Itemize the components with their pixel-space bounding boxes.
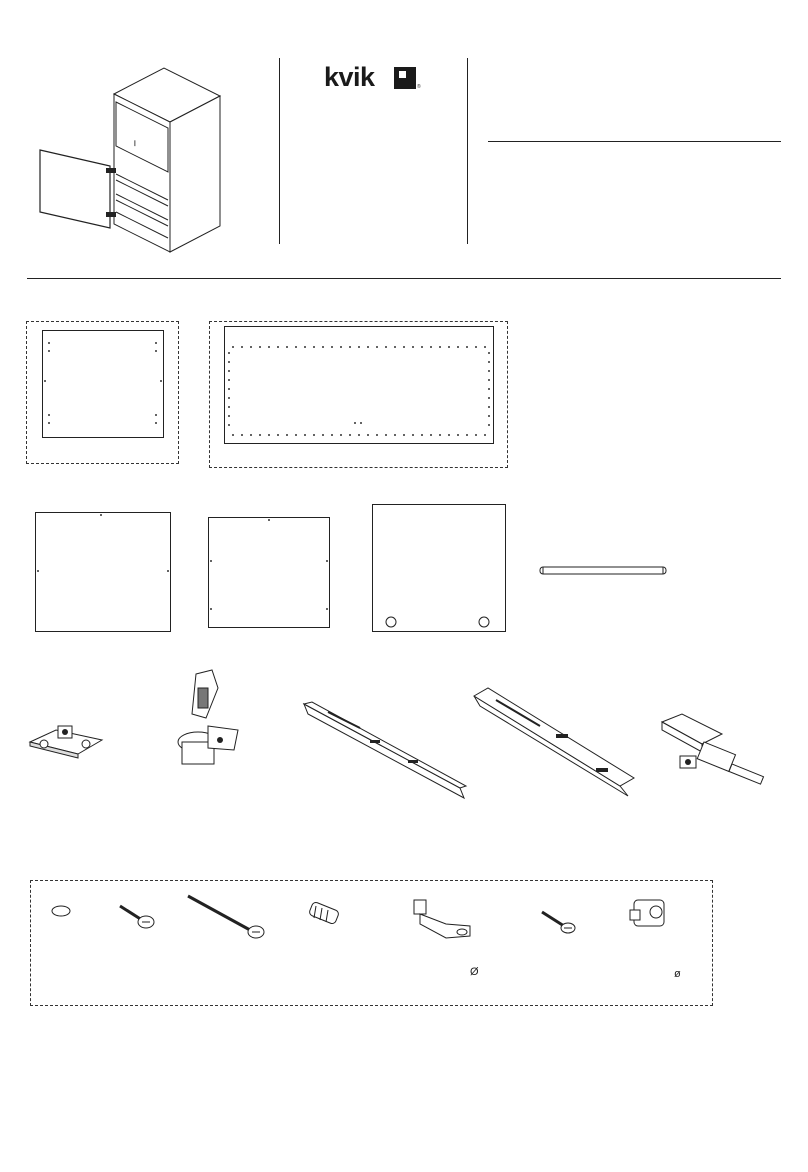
hole-dot: [340, 434, 342, 436]
hole-dot: [241, 346, 243, 348]
hole-dot: [403, 346, 405, 348]
drawer-bottom-panel: [208, 517, 330, 628]
hole-dot: [228, 361, 230, 363]
hole-dot: [241, 434, 243, 436]
hole-dot: [331, 434, 333, 436]
hole-dot: [44, 380, 46, 382]
hole-dot: [322, 346, 324, 348]
hole-dot: [488, 370, 490, 372]
hole-dot: [376, 346, 378, 348]
hole-dot: [367, 346, 369, 348]
hole-dot: [277, 434, 279, 436]
hole-dot: [313, 346, 315, 348]
hole-dot: [385, 346, 387, 348]
hole-dot: [439, 346, 441, 348]
hole-dot: [210, 608, 212, 610]
mounting-plate-icon: [26, 716, 106, 764]
svg-text:ꟾ: ꟾ: [134, 142, 136, 148]
hole-dot: [48, 422, 50, 424]
hole-dot: [268, 346, 270, 348]
hole-dot: [228, 379, 230, 381]
header-divider-left: [279, 58, 280, 244]
hole-dot: [259, 346, 261, 348]
top-panel: [224, 326, 494, 444]
hole-dot: [439, 434, 441, 436]
brand-logo-mark: [394, 67, 416, 89]
diameter-label-2: ø: [674, 968, 681, 980]
hole-dot: [295, 434, 297, 436]
hole-dot: [228, 352, 230, 354]
hole-dot: [228, 370, 230, 372]
hole-dot: [322, 434, 324, 436]
hole-dot: [466, 346, 468, 348]
hole-dot: [331, 346, 333, 348]
hole-dot: [228, 406, 230, 408]
hole-dot: [430, 434, 432, 436]
hole-dot: [430, 346, 432, 348]
hole-dot: [421, 346, 423, 348]
hole-dot: [210, 560, 212, 562]
hole-dot: [358, 434, 360, 436]
hole-dot: [232, 434, 234, 436]
hole-dot: [385, 434, 387, 436]
hole-dot: [488, 388, 490, 390]
washer-icon: [50, 904, 72, 918]
hole-dot: [488, 361, 490, 363]
hole-dot: [421, 434, 423, 436]
hole-dot: [304, 346, 306, 348]
header-divider-right: [467, 58, 468, 244]
hole-dot: [48, 414, 50, 416]
hole-dot: [250, 434, 252, 436]
hole-dot: [367, 434, 369, 436]
hole-dot: [488, 415, 490, 417]
hole-dot: [48, 350, 50, 352]
hole-dot: [155, 350, 157, 352]
hinge-icon: [168, 668, 244, 772]
hole-dot: [259, 434, 261, 436]
section-divider: [27, 278, 781, 279]
hole-dot: [228, 424, 230, 426]
hole-dot: [155, 342, 157, 344]
hole-dot: [394, 346, 396, 348]
hole-dot: [394, 434, 396, 436]
fittings-bag: [30, 880, 713, 1006]
drawer-front-cutouts: [372, 612, 504, 632]
hole-dot: [48, 342, 50, 344]
cabinet-drawing-icon: [36, 62, 226, 262]
hole-dot: [295, 346, 297, 348]
registered-mark: ®: [417, 84, 421, 90]
hole-dot: [488, 352, 490, 354]
hole-dot: [326, 560, 328, 562]
hole-dot: [313, 434, 315, 436]
hole-dot: [475, 434, 477, 436]
dowel-icon: [306, 900, 342, 926]
hole-dot: [155, 422, 157, 424]
hole-dot: [155, 414, 157, 416]
hole-dot: [268, 519, 270, 521]
hole-dot: [412, 346, 414, 348]
soft-close-damper-icon: [658, 712, 770, 794]
hole-dot: [250, 346, 252, 348]
hole-dot: [349, 346, 351, 348]
hole-dot: [286, 346, 288, 348]
hole-dot: [228, 415, 230, 417]
hole-dot: [488, 424, 490, 426]
drawer-runner-left-icon: [300, 698, 470, 804]
hole-dot: [228, 388, 230, 390]
hole-dot: [484, 434, 486, 436]
hole-dot: [304, 434, 306, 436]
long-screw-icon: [184, 892, 268, 942]
hole-dot: [448, 434, 450, 436]
hole-dot: [484, 346, 486, 348]
hole-dot: [228, 397, 230, 399]
hole-dot: [358, 346, 360, 348]
hole-dot: [326, 608, 328, 610]
hole-dot: [457, 346, 459, 348]
hole-dot: [100, 514, 102, 516]
small-screw-icon: [538, 908, 578, 938]
brand-logo-text: kvik: [324, 62, 375, 92]
title-rule: [488, 141, 781, 142]
hole-dot: [277, 346, 279, 348]
hole-dot: [232, 346, 234, 348]
hole-dot: [360, 422, 362, 424]
drawer-runner-right-icon: [470, 672, 640, 802]
hole-dot: [268, 434, 270, 436]
cam-fitting-icon: [626, 896, 674, 934]
hole-dot: [403, 434, 405, 436]
hole-dot: [354, 422, 356, 424]
hole-dot: [412, 434, 414, 436]
hole-dot: [448, 346, 450, 348]
hole-dot: [475, 346, 477, 348]
hole-dot: [466, 434, 468, 436]
hole-dot: [457, 434, 459, 436]
hole-dot: [167, 570, 169, 572]
hole-dot: [488, 379, 490, 381]
rail-bar-icon: [539, 566, 667, 576]
hole-dot: [340, 346, 342, 348]
diameter-label-1: Ø: [470, 966, 479, 978]
hole-dot: [286, 434, 288, 436]
side-panel: [42, 330, 164, 438]
hole-dot: [376, 434, 378, 436]
short-screw-icon: [116, 902, 158, 932]
hole-dot: [349, 434, 351, 436]
hole-dot: [488, 406, 490, 408]
shelf-support-icon: [406, 894, 478, 950]
hole-dot: [488, 397, 490, 399]
hole-dot: [37, 570, 39, 572]
hole-dot: [160, 380, 162, 382]
back-panel: [35, 512, 171, 632]
